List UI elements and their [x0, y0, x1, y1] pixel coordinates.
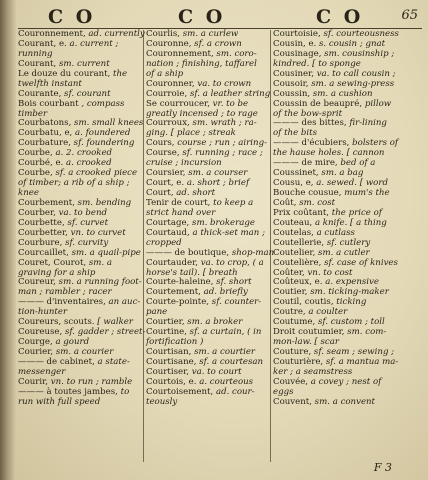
entry-headword: ——— de mire, — [273, 158, 338, 169]
entry-gloss: sm. a courser — [185, 168, 248, 179]
entry-gloss: a cutlass — [313, 227, 355, 238]
entry-headword: Cousoir, — [273, 78, 309, 89]
entry-headword: Courbement, — [18, 197, 75, 208]
entry-gloss: fortification ) — [146, 337, 204, 348]
entry-gloss: twelfth instant — [18, 78, 82, 89]
entry-gloss: sf. a crooked piece — [52, 168, 138, 179]
entry-gloss: eggs — [273, 386, 294, 397]
entry-headword: Courtoisement, — [146, 386, 214, 397]
entry-headword: Coutelière, — [273, 257, 322, 268]
entry-headword: Couvée, — [273, 376, 309, 387]
entry-gloss: sf. case of knives — [321, 257, 398, 268]
entry-headword: Courtoisie, — [273, 29, 321, 39]
entry-gloss: bed of a — [337, 158, 376, 169]
entry-gloss: fir-lining — [346, 118, 387, 129]
entry-headword: Coutier, — [273, 287, 308, 298]
entry-gloss: ad. currently — [85, 29, 145, 39]
entry-line — [18, 398, 142, 408]
entry-headword: ——— d'écubiers, — [273, 138, 350, 149]
entry-headword: Courbatons, — [18, 118, 72, 129]
entry-headword: Coût, — [273, 197, 297, 208]
entry-headword: Courbette, — [18, 217, 65, 228]
entry-gloss: sf. a curtain, ( in — [186, 327, 262, 338]
entry-headword: Coutre, — [273, 307, 306, 318]
entry-headword: Cours, — [146, 138, 175, 149]
entry-headword: Courroie, — [146, 88, 188, 99]
header-right: C O — [316, 6, 364, 28]
entry-headword: Courier, — [18, 347, 54, 357]
entry-headword: Courroux, — [146, 118, 190, 129]
entry-gloss: cropped — [146, 237, 182, 248]
entry-gloss: sf. courant — [61, 88, 111, 99]
entry-gloss: a. foundered — [72, 128, 131, 139]
entry-gloss: sf. a mantua ma- — [323, 356, 399, 367]
entry-gloss: bolsters of — [349, 138, 399, 149]
entry-gloss: sm. a cushion — [310, 88, 373, 99]
entry-headword: Courbatu, e, — [18, 128, 73, 139]
entry-headword: Coûter, — [273, 267, 305, 278]
entry-gloss: course ; run ; airing- — [174, 138, 267, 149]
entry-gloss: sf. a crown — [191, 38, 242, 49]
entry-gloss: sf. counter- — [209, 297, 262, 308]
entry-line — [273, 378, 420, 388]
entry-headword: Courbure, — [18, 237, 63, 248]
entry-headword: Courtine, — [146, 327, 187, 338]
entry-gloss: sf. running ; race ; — [179, 148, 263, 159]
entry-gloss: strict hand over — [146, 207, 216, 218]
entry-headword: Coussinet, — [273, 168, 319, 179]
entry-headword: Prix coûtant, — [273, 207, 330, 218]
entry-gloss: sm. a courtier — [191, 347, 256, 357]
entry-gloss: a thick-set man ; — [189, 227, 265, 238]
entry-headword: Coutil, coutis, — [273, 297, 334, 308]
entry-gloss: greatly incensed ; to rage — [146, 108, 258, 119]
entry-headword: Coureur, — [18, 277, 56, 288]
entry-headword: Court, — [146, 188, 174, 198]
column-3 — [273, 30, 420, 408]
header-left: C O — [48, 6, 96, 28]
entry-headword: ——— d'inventaires, — [18, 297, 106, 308]
entry-headword: Cousin, e. — [273, 38, 317, 49]
entry-gloss: the price of — [329, 207, 382, 218]
entry-headword: Coussin, — [273, 88, 311, 99]
entry-gloss: pane — [146, 307, 168, 318]
entry-gloss: sf. short — [213, 277, 252, 288]
entry-headword: Coussin de beaupré, — [273, 98, 363, 109]
entry-headword: Courge, — [18, 337, 53, 348]
page-number: 65 — [401, 8, 418, 23]
entry-gloss: ad. short — [173, 188, 216, 198]
entry-headword: ——— de cabinet, — [18, 356, 95, 367]
entry-headword: Courbe, — [18, 148, 53, 159]
entry-gloss: to keep a — [210, 197, 254, 208]
entry-gloss: sm. coro- — [213, 48, 257, 59]
entry-gloss: timber — [18, 108, 48, 119]
column-divider-1 — [143, 30, 144, 462]
entry-gloss: sf. gadder ; street- — [62, 327, 146, 338]
signature-mark: F 3 — [373, 461, 392, 474]
entry-headword: Couturière, — [273, 356, 324, 367]
entry-headword: Bouche cousue, — [273, 188, 342, 198]
entry-gloss: sf. curvity — [62, 237, 109, 248]
entry-headword: Coutume, — [273, 317, 316, 328]
entry-headword: Couret, Courot, — [18, 257, 87, 268]
entry-headword: Courte-haleine, — [146, 277, 214, 288]
entry-headword: Courtois, e. — [146, 376, 197, 387]
header-center: C O — [178, 6, 226, 28]
entry-gloss: the — [110, 68, 128, 79]
entry-gloss: teously — [146, 396, 178, 407]
entry-gloss: sm. current — [56, 58, 110, 69]
entry-headword: Cousinage, — [273, 48, 322, 59]
entry-gloss: sm. a courier — [53, 347, 114, 357]
entry-gloss: messenger — [18, 366, 66, 377]
entry-gloss: sf. a leather string — [187, 88, 271, 99]
entry-headword: Couronnement, — [18, 29, 86, 39]
entry-gloss: a state- — [94, 356, 130, 367]
entry-gloss: va. to bend — [55, 207, 108, 218]
entry-gloss: a coulter — [305, 307, 348, 318]
entry-gloss: sm. com- — [344, 327, 387, 338]
entry-gloss: sm. a convent — [311, 396, 376, 407]
column-2 — [146, 29, 275, 408]
entry-gloss: graving for a ship — [18, 267, 96, 278]
entry-gloss: mon-law. [ scar — [273, 337, 339, 348]
entry-gloss: to — [117, 386, 130, 397]
entry-gloss: an auc- — [105, 297, 141, 308]
entry-gloss: sm. bending — [74, 197, 132, 208]
entry-gloss: sm. wrath ; ra- — [189, 118, 257, 129]
entry-gloss: va. to crown — [194, 78, 252, 89]
column-1 — [18, 29, 146, 408]
entry-gloss: a gourd — [52, 337, 90, 348]
entry-gloss: man ; rambler ; racer — [18, 287, 112, 298]
entry-headword: Le douze du courant, — [18, 68, 111, 79]
entry-gloss: sm. ticking-maker — [307, 287, 389, 298]
entry-gloss: ker ; a seamstress — [273, 366, 353, 377]
entry-gloss: tion-hunter — [18, 307, 68, 318]
entry-gloss: , compass — [78, 98, 125, 109]
entry-gloss: kindred. [ to sponge — [273, 58, 361, 69]
entry-gloss: sm. a bag — [318, 168, 364, 179]
entry-headword: Courtauder, — [146, 257, 198, 268]
entry-gloss: mum's the — [341, 188, 390, 198]
entry-gloss: of timber; a rib of a ship ; — [18, 178, 130, 189]
entry-headword: Courant, e. — [18, 38, 67, 49]
entry-headword: Coûteux, e. — [273, 277, 323, 288]
entry-gloss: ad. cour- — [213, 386, 255, 397]
dictionary-page — [18, 6, 422, 476]
entry-headword: Courtement, — [146, 287, 201, 298]
entry-headword: Courir, — [18, 376, 49, 387]
entry-gloss: vn. to cost — [304, 267, 353, 278]
entry-gloss: va. to call cousin ; — [313, 68, 396, 79]
entry-headword: ——— à toutes jambes, — [18, 386, 118, 397]
entry-headword: Courte-pointe, — [146, 297, 210, 308]
entry-headword: Couronne, — [146, 38, 192, 49]
entry-gloss: of a ship — [146, 68, 184, 79]
entry-headword: Courant, — [18, 58, 57, 69]
entry-headword: Courcaillet, — [18, 247, 69, 258]
entry-gloss: ticking — [333, 297, 367, 308]
entry-gloss: cruise ; incursion — [146, 158, 222, 169]
entry-headword: Coureurs, scouts. — [18, 317, 95, 328]
entry-gloss: sm. a broker — [184, 317, 243, 328]
entry-headword: ——— des bittes, — [273, 118, 347, 129]
entry-headword: Coureuse, — [18, 327, 63, 338]
entry-gloss: a. short ; brief — [184, 178, 250, 189]
entry-headword: Court, e. — [146, 178, 185, 189]
entry-headword: Courbetter, — [18, 227, 68, 238]
entry-gloss: run with full speed — [18, 396, 101, 407]
entry-gloss: vr. to be — [209, 98, 249, 109]
entry-headword: Courlis, — [146, 29, 181, 39]
entry-gloss: running — [18, 48, 53, 59]
entry-gloss: sf. a courtesan — [196, 356, 264, 367]
entry-gloss: sf. foundering — [70, 138, 135, 149]
entry-gloss: sf. curvet — [64, 217, 109, 228]
entry-headword: Couture, — [273, 347, 312, 357]
entry-line — [273, 398, 420, 408]
entry-headword: Couvent, — [273, 396, 312, 407]
entry-headword: Courtage, — [146, 217, 190, 228]
entry-gloss: sm. brokerage — [189, 217, 255, 228]
entry-gloss: ging. [ place ; streak — [146, 128, 236, 139]
entry-headword: Couteau, — [273, 217, 313, 228]
entry-headword: Courber, — [18, 207, 56, 218]
entry-gloss: a covey ; nest of — [308, 376, 382, 387]
entry-gloss: sf. cutlery — [324, 237, 371, 248]
entry-gloss: sm. cost — [296, 197, 336, 208]
entry-headword: Couronner, — [146, 78, 195, 89]
entry-gloss: horse's tail). [ breath — [146, 267, 238, 278]
entry-headword: Cousu, e, — [273, 178, 314, 189]
entry-gloss: sm. a sewing-press — [308, 78, 395, 89]
entry-gloss: shop-man — [229, 247, 275, 258]
entry-gloss: va. to crop, ( a — [198, 257, 264, 268]
entry-headword: Couronnement, — [146, 48, 214, 59]
entry-headword: Coursier, — [146, 168, 186, 179]
entry-headword: Courtaud, — [146, 227, 190, 238]
entry-gloss: a. crooked — [63, 158, 112, 169]
entry-gloss: vn. to curvet — [67, 227, 126, 238]
entry-gloss: ad. briefly — [200, 287, 248, 298]
entry-gloss: sm. a curlew — [180, 29, 239, 39]
entry-gloss: sm. a quail-pipe — [68, 247, 141, 258]
entry-gloss: va. to court — [189, 366, 242, 377]
entry-headword: Courtier, — [146, 317, 185, 328]
entry-gloss: sf. courteousness — [320, 29, 399, 39]
entry-gloss: vn. to run ; ramble — [48, 376, 133, 387]
entry-gloss: sm. cousinship ; — [321, 48, 395, 59]
entry-gloss: s. cousin ; gnat — [316, 38, 386, 49]
entry-gloss: the hause holes. [ cannon — [273, 148, 385, 159]
entry-headword: Courtisan, — [146, 347, 192, 357]
entry-gloss: sm. a — [86, 257, 113, 268]
entry-headword: Tenir de court, — [146, 197, 211, 208]
entry-headword: ——— de boutique, — [146, 247, 230, 258]
entry-gloss: a. sewed. [ word — [313, 178, 388, 189]
entry-gloss: sm. small knees — [71, 118, 144, 129]
entry-gloss: pillow — [362, 98, 392, 109]
entry-headword: Bois courbant — [18, 98, 79, 109]
entry-gloss: of the bow-sprit — [273, 108, 343, 119]
entry-line — [146, 398, 269, 408]
entry-headword: Droit coutumier, — [273, 327, 345, 338]
entry-gloss: a. courteous — [196, 376, 254, 387]
entry-headword: Coutellerie, — [273, 237, 325, 248]
entry-headword: Courbature, — [18, 138, 71, 149]
entry-gloss: knee — [18, 188, 39, 198]
entry-headword: Coutelier, — [273, 247, 316, 258]
entry-gloss: a knife. [ a thing — [312, 217, 387, 228]
entry-gloss: sf. seam ; sewing ; — [311, 347, 395, 357]
entry-headword: Courbe, — [18, 168, 53, 179]
entry-gloss: a. current ; — [66, 38, 119, 49]
entry-gloss: a. expensive — [322, 277, 379, 288]
entry-gloss: sm. a running foot- — [55, 277, 142, 288]
entry-headword: Courtisane, — [146, 356, 197, 367]
entry-gloss: [ walker — [94, 317, 133, 328]
entry-gloss: sf. custom ; toll — [315, 317, 385, 328]
entry-headword: Cousiner, — [273, 68, 314, 79]
entry-headword: Courbé, e. — [18, 158, 64, 169]
entry-headword: Courtiser, — [146, 366, 189, 377]
entry-gloss: nation ; finishing, taffarel — [146, 58, 257, 69]
entry-gloss: sm. a cutler — [315, 247, 370, 258]
entry-headword: Coutelas, — [273, 227, 314, 238]
entry-headword: Course, — [146, 148, 180, 159]
entry-headword: Courante, — [18, 88, 62, 99]
entry-gloss: a. 2. crooked — [52, 148, 113, 159]
entry-headword: Se courroucer, — [146, 98, 210, 109]
book-spine-shadow — [0, 0, 16, 480]
entry-gloss: of the bits — [273, 128, 318, 139]
